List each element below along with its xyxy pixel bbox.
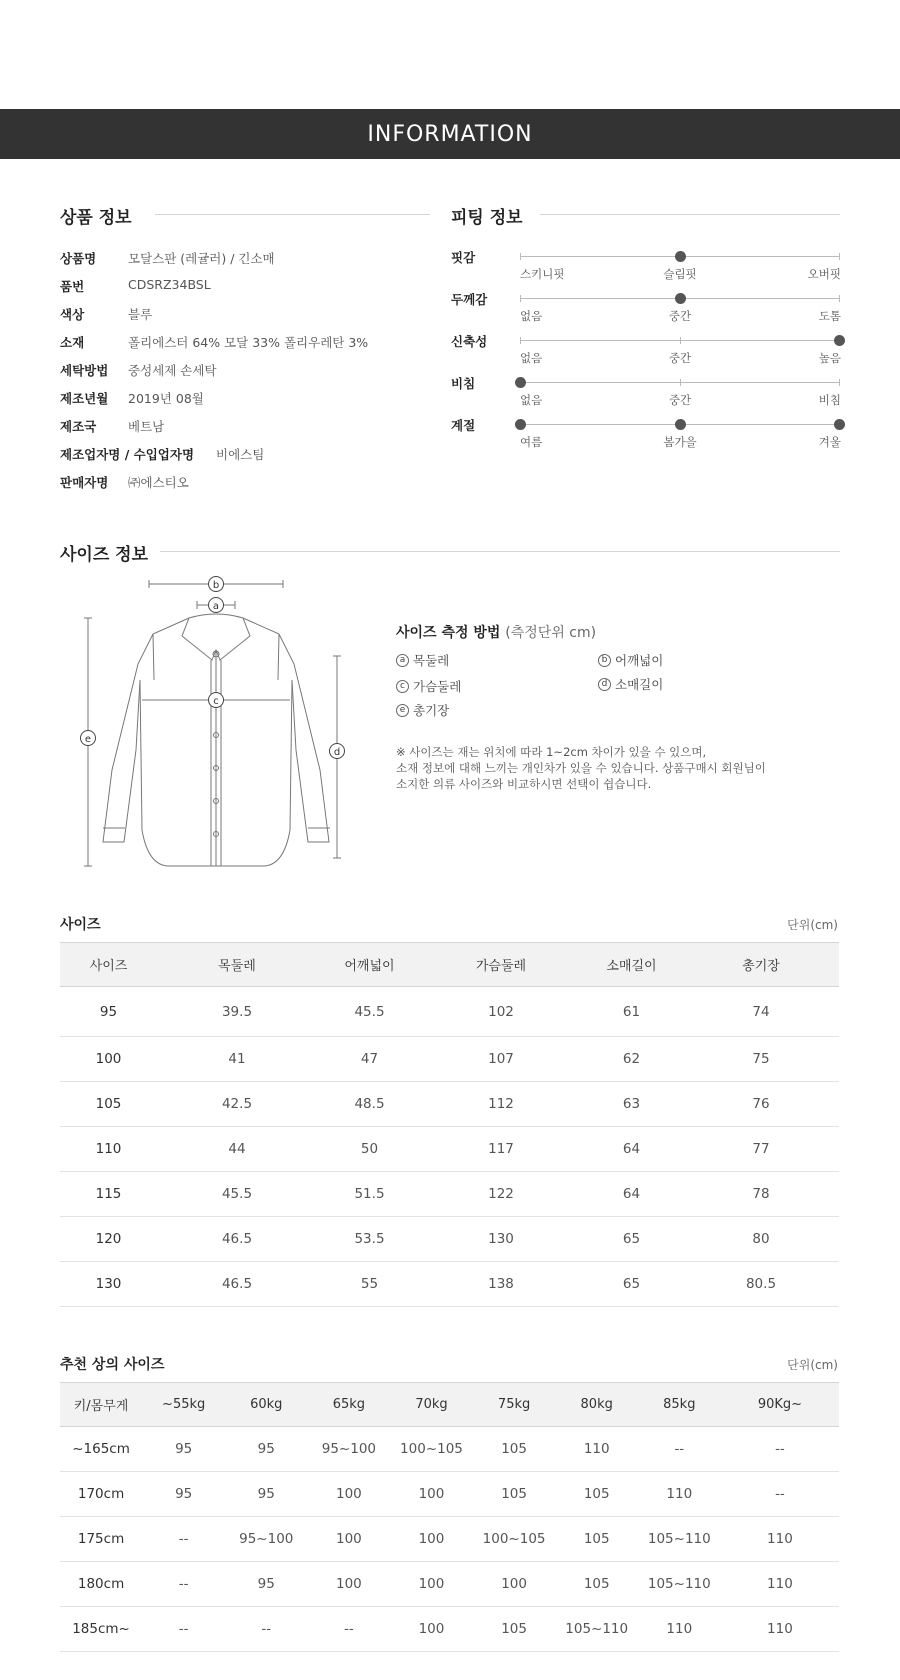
product-info-label: 세탁방법 [60, 363, 109, 378]
table-cell: -- [225, 1607, 307, 1652]
table-header-cell: 65kg [307, 1383, 390, 1427]
selected-dot [675, 251, 686, 262]
scale-label: 오버핏 [807, 267, 841, 281]
table-cell: 120 [60, 1217, 157, 1262]
table-cell: 77 [683, 1127, 839, 1172]
table-row [60, 987, 839, 1037]
table-header-row [60, 943, 839, 987]
table-cell: 105~110 [556, 1607, 638, 1652]
note-line: ※ 사이즈는 재는 위치에 따라 1~2cm 차이가 있을 수 있으며, [396, 745, 707, 759]
scale-label: 중간 [668, 351, 692, 365]
table-cell: 105~110 [638, 1562, 721, 1607]
measure-label: 총기장 [413, 703, 450, 718]
measure-method-item [396, 651, 449, 669]
selected-dot [515, 419, 526, 430]
table-cell: -- [142, 1607, 225, 1652]
fitting-scale [520, 424, 841, 449]
table-cell: 62 [580, 1037, 683, 1082]
scale-label: 여름 [520, 435, 543, 449]
table-cell: 105 [473, 1472, 556, 1517]
measure-method-label: 사이즈 측정 방법 [396, 625, 501, 641]
table-cell: 95 [142, 1472, 225, 1517]
table-cell: 95 [60, 987, 157, 1037]
table-cell: 130 [422, 1217, 580, 1262]
table-cell: -- [721, 1472, 839, 1517]
size-table [60, 942, 839, 1307]
table-cell: 75 [683, 1037, 839, 1082]
scale-tick [839, 295, 840, 302]
table-header-row [60, 1383, 839, 1427]
table-cell: 53.5 [317, 1217, 422, 1262]
measure-label: 소매길이 [615, 677, 664, 692]
table-cell: 64 [580, 1172, 683, 1217]
recommend-table-title: 추천 상의 사이즈 [60, 1357, 165, 1373]
product-info-value: 베트남 [128, 419, 165, 434]
product-info-title: 상품 정보 [60, 208, 132, 228]
table-cell: 110 [721, 1517, 839, 1562]
table-cell: 41 [157, 1037, 317, 1082]
diagram-label-a: a [212, 601, 220, 612]
table-header-cell: 80kg [556, 1383, 638, 1427]
product-info-label: 제조국 [60, 419, 97, 434]
product-info-value: 비에스팀 [216, 447, 265, 462]
table-header-cell: 사이즈 [60, 943, 157, 987]
scale-label: 중간 [668, 309, 692, 323]
table-cell: 110 [60, 1127, 157, 1172]
table-cell: 110 [638, 1472, 721, 1517]
fitting-scale [520, 256, 841, 281]
table-cell: 48.5 [317, 1082, 422, 1127]
table-row [60, 1607, 839, 1652]
measure-method-item [598, 675, 663, 693]
table-cell: 130 [60, 1262, 157, 1307]
table-cell: 180cm [60, 1562, 142, 1607]
selected-dot [515, 377, 526, 388]
product-info-label: 제조업자명 / 수입업자명 [60, 447, 195, 462]
size-note [396, 744, 766, 792]
selected-dot [834, 419, 845, 430]
table-cell: 95~100 [225, 1517, 307, 1562]
fitting-info-title: 피팅 정보 [451, 208, 523, 228]
table-cell: 112 [422, 1082, 580, 1127]
table-cell: 61 [580, 987, 683, 1037]
scale-label: 겨울 [818, 435, 841, 449]
scale-label: 중간 [668, 393, 692, 407]
table-row [60, 1127, 839, 1172]
table-row [60, 1562, 839, 1607]
product-info-label: 품번 [60, 279, 85, 294]
scale-label: 없음 [520, 309, 543, 323]
product-info-row [60, 445, 264, 463]
table-header-cell: 목둘레 [157, 943, 317, 987]
table-cell: 100 [60, 1037, 157, 1082]
table-cell: ~165cm [60, 1427, 142, 1472]
recommend-table-unit: 단위(cm) [787, 1358, 838, 1372]
table-cell: 138 [422, 1262, 580, 1307]
recommend-table [60, 1382, 839, 1652]
shirt-diagram [70, 570, 370, 870]
table-cell: 65 [580, 1217, 683, 1262]
table-cell: 64 [580, 1127, 683, 1172]
table-cell: 100 [390, 1472, 472, 1517]
table-cell: 100~105 [473, 1517, 556, 1562]
product-info-row [60, 389, 204, 407]
table-cell: 42.5 [157, 1082, 317, 1127]
table-cell: -- [142, 1517, 225, 1562]
product-info-row [60, 361, 217, 379]
table-cell: 78 [683, 1172, 839, 1217]
scale-label: 도톰 [818, 309, 841, 323]
measure-label: 목둘레 [413, 653, 450, 668]
diagram-label-c: c [213, 696, 219, 707]
product-info-value: ㈜에스티오 [128, 475, 189, 490]
table-row [60, 1427, 839, 1472]
product-info-row [60, 333, 368, 351]
measure-method-item [598, 651, 663, 669]
table-cell: -- [721, 1427, 839, 1472]
diagram-label-e: e [84, 734, 92, 745]
table-cell: 44 [157, 1127, 317, 1172]
scale-tick [520, 337, 521, 344]
table-cell: 110 [721, 1607, 839, 1652]
table-cell: 95 [142, 1427, 225, 1472]
table-cell: 185cm~ [60, 1607, 142, 1652]
measure-label: 어깨넓이 [615, 653, 664, 668]
table-cell: 45.5 [157, 1172, 317, 1217]
scale-label: 비침 [818, 393, 841, 407]
product-info-value: 2019년 08월 [128, 391, 204, 406]
measure-mark: a [396, 654, 409, 667]
table-cell: -- [142, 1562, 225, 1607]
table-header-cell: 60kg [225, 1383, 307, 1427]
selected-dot [675, 293, 686, 304]
table-cell: 100 [307, 1562, 390, 1607]
scale-label: 스키니핏 [520, 267, 565, 281]
divider [540, 214, 840, 215]
table-cell: 100 [473, 1562, 556, 1607]
measure-method-item [396, 701, 449, 719]
scale-tick [520, 253, 521, 260]
table-cell: 105 [473, 1607, 556, 1652]
table-cell: 50 [317, 1127, 422, 1172]
product-info-row [60, 249, 275, 267]
table-row [60, 1217, 839, 1262]
fitting-scale [520, 382, 841, 407]
measure-mark: e [396, 704, 409, 717]
table-cell: 46.5 [157, 1217, 317, 1262]
table-row [60, 1472, 839, 1517]
measure-mark: d [598, 678, 611, 691]
table-cell: 65 [580, 1262, 683, 1307]
product-info-row [60, 417, 164, 435]
table-cell: 117 [422, 1127, 580, 1172]
scale-label: 슬림핏 [663, 267, 697, 281]
table-cell: 95 [225, 1427, 307, 1472]
measure-method-item [396, 677, 461, 695]
table-header-cell: 총기장 [683, 943, 839, 987]
table-cell: 39.5 [157, 987, 317, 1037]
scale-tick [520, 295, 521, 302]
table-cell: 105 [60, 1082, 157, 1127]
product-info-value: 중성세제 손세탁 [128, 363, 217, 378]
table-cell: 80 [683, 1217, 839, 1262]
table-cell: 110 [721, 1562, 839, 1607]
table-row [60, 1262, 839, 1307]
fitting-scale [520, 298, 841, 323]
table-cell: -- [307, 1607, 390, 1652]
table-cell: 47 [317, 1037, 422, 1082]
table-cell: 105 [556, 1472, 638, 1517]
table-header-cell: 어깨넓이 [317, 943, 422, 987]
table-cell: -- [638, 1427, 721, 1472]
table-row [60, 1082, 839, 1127]
table-header-cell: 75kg [473, 1383, 556, 1427]
product-info-label: 소재 [60, 335, 85, 350]
fitting-label: 계절 [451, 418, 476, 433]
table-header-cell: 키/몸무게 [60, 1383, 142, 1427]
table-cell: 45.5 [317, 987, 422, 1037]
note-line: 소재 정보에 대해 느끼는 개인차가 있을 수 있습니다. 상품구매시 회원님이 [396, 761, 766, 775]
table-cell: 100 [390, 1607, 472, 1652]
table-cell: 105 [556, 1517, 638, 1562]
table-cell: 100 [390, 1562, 472, 1607]
product-info-label: 판매자명 [60, 475, 109, 490]
fitting-scale [520, 340, 841, 365]
divider [160, 551, 840, 552]
table-cell: 95 [225, 1472, 307, 1517]
table-cell: 74 [683, 987, 839, 1037]
table-cell: 46.5 [157, 1262, 317, 1307]
table-cell: 63 [580, 1082, 683, 1127]
table-cell: 95 [225, 1562, 307, 1607]
product-info-value: 모달스판 (레귤러) / 긴소매 [128, 251, 275, 266]
table-cell: 105 [473, 1427, 556, 1472]
table-cell: 110 [556, 1427, 638, 1472]
table-header-cell: ~55kg [142, 1383, 225, 1427]
size-info-title: 사이즈 정보 [60, 545, 149, 565]
scale-tick [839, 253, 840, 260]
scale-tick [680, 337, 681, 344]
product-info-value: 블루 [128, 307, 153, 322]
table-cell: 110 [638, 1607, 721, 1652]
table-cell: 115 [60, 1172, 157, 1217]
table-cell: 100 [390, 1517, 472, 1562]
product-info-label: 제조년월 [60, 391, 109, 406]
table-cell: 102 [422, 987, 580, 1037]
table-header-cell: 85kg [638, 1383, 721, 1427]
selected-dot [834, 335, 845, 346]
table-cell: 122 [422, 1172, 580, 1217]
product-info-row [60, 473, 189, 491]
divider [155, 214, 430, 215]
note-line: 소지한 의류 사이즈와 비교하시면 선택이 쉽습니다. [396, 777, 652, 791]
measure-mark: c [396, 680, 409, 693]
table-cell: 100 [307, 1517, 390, 1562]
size-table-unit: 단위(cm) [787, 918, 838, 932]
table-cell: 107 [422, 1037, 580, 1082]
product-info-label: 상품명 [60, 251, 97, 266]
fitting-label: 핏감 [451, 250, 476, 265]
product-info-value: 폴리에스터 64% 모달 33% 폴리우레탄 3% [128, 335, 369, 350]
table-row [60, 1517, 839, 1562]
table-cell: 80.5 [683, 1262, 839, 1307]
measure-method-unit: (측정단위 cm) [505, 625, 597, 641]
measure-mark: b [598, 654, 611, 667]
measure-method-title [396, 622, 596, 642]
table-cell: 100 [307, 1472, 390, 1517]
product-info-row [60, 277, 211, 295]
product-info-row [60, 305, 152, 323]
table-cell: 105 [556, 1562, 638, 1607]
table-header-cell: 소매길이 [580, 943, 683, 987]
diagram-label-d: d [333, 747, 341, 758]
table-header-cell: 90Kg~ [721, 1383, 839, 1427]
selected-dot [675, 419, 686, 430]
diagram-label-b: b [212, 580, 220, 591]
table-cell: 76 [683, 1082, 839, 1127]
table-cell: 105~110 [638, 1517, 721, 1562]
scale-tick [839, 379, 840, 386]
table-cell: 170cm [60, 1472, 142, 1517]
product-info-label: 색상 [60, 307, 85, 322]
fitting-label: 비침 [451, 376, 476, 391]
table-cell: 100~105 [390, 1427, 472, 1472]
scale-tick [680, 379, 681, 386]
table-row [60, 1037, 839, 1082]
table-cell: 55 [317, 1262, 422, 1307]
size-table-title: 사이즈 [60, 917, 101, 933]
table-cell: 95~100 [307, 1427, 390, 1472]
scale-label: 없음 [520, 393, 543, 407]
table-row [60, 1172, 839, 1217]
table-cell: 51.5 [317, 1172, 422, 1217]
fitting-label: 신축성 [451, 334, 488, 349]
scale-label: 봄가을 [663, 435, 697, 449]
scale-label: 높음 [818, 351, 841, 365]
scale-label: 없음 [520, 351, 543, 365]
table-cell: 175cm [60, 1517, 142, 1562]
product-info-value: CDSRZ34BSL [128, 277, 211, 292]
fitting-label: 두께감 [451, 292, 488, 307]
information-banner: INFORMATION [0, 109, 900, 159]
measure-label: 가슴둘레 [413, 679, 462, 694]
table-header-cell: 70kg [390, 1383, 472, 1427]
table-header-cell: 가슴둘레 [422, 943, 580, 987]
